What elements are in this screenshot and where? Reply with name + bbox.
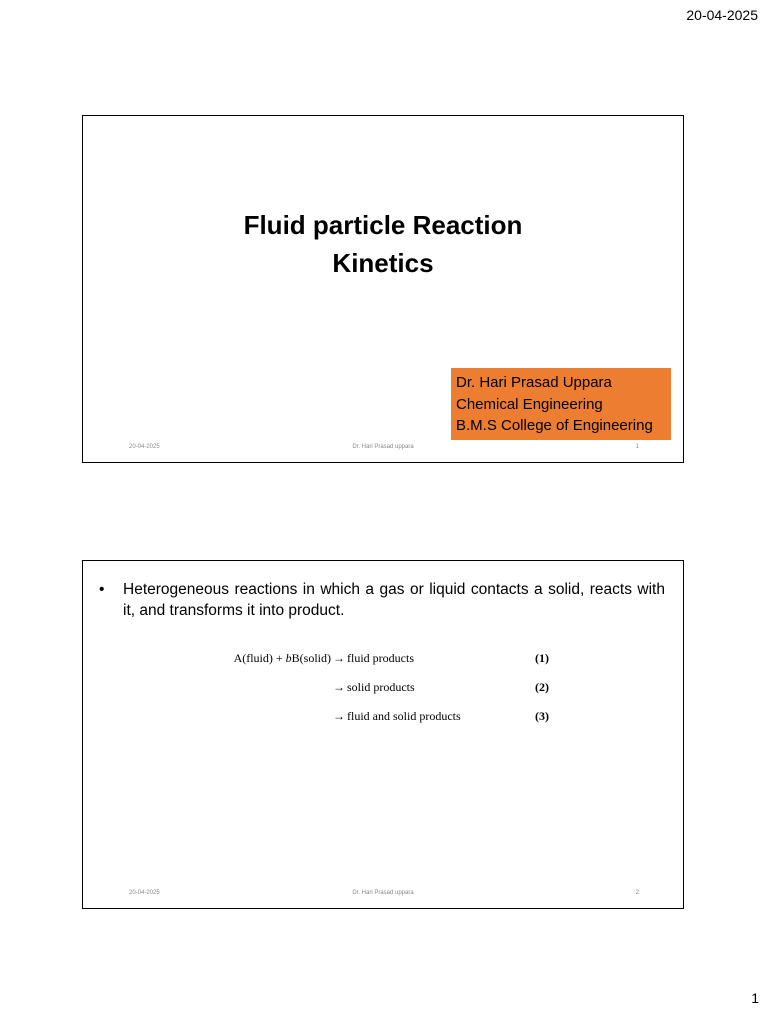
slide-footer	[83, 444, 683, 452]
equation-number: (1)	[535, 651, 549, 665]
equation-number: (2)	[535, 680, 549, 694]
footer-author: Dr. Hari Prasad uppara	[352, 890, 414, 896]
slide-footer	[83, 890, 683, 898]
bullet-dot-icon: •	[99, 581, 105, 598]
footer-slide-number: 1	[635, 444, 639, 450]
bullet-item	[99, 579, 665, 621]
footer-author: Dr. Hari Prasad uppara	[352, 444, 414, 450]
equation-row	[83, 680, 683, 696]
slide-2	[82, 560, 684, 909]
author-college: B.M.S College of Engineering	[456, 417, 653, 434]
equation-product: fluid products	[347, 651, 414, 665]
equation-rhs	[333, 651, 414, 666]
author-department: Chemical Engineering	[456, 395, 603, 413]
equation-rhs	[333, 680, 415, 695]
right-arrow-icon: →	[333, 680, 345, 694]
footer-date: 20-04-2025	[129, 444, 160, 450]
slide-1	[82, 115, 684, 463]
author-name: Dr. Hari Prasad Uppara	[456, 374, 612, 391]
title-line-2: Kinetics	[332, 248, 434, 278]
title-line-1: Fluid particle Reaction	[243, 210, 523, 240]
footer-date: 20-04-2025	[129, 890, 160, 896]
equation-rhs	[333, 709, 461, 724]
author-box	[451, 368, 671, 440]
footer-slide-number: 2	[635, 890, 639, 896]
right-arrow-icon: →	[333, 709, 345, 723]
equation-row	[83, 709, 683, 725]
right-arrow-icon: →	[333, 651, 345, 665]
page-date: 20-04-2025	[686, 7, 758, 23]
equation-number: (3)	[535, 709, 549, 723]
equation-product: solid products	[347, 680, 415, 694]
equation-product: fluid and solid products	[347, 709, 461, 723]
page-number: 1	[751, 990, 759, 1006]
slide-title	[83, 206, 683, 282]
bullet-text: Heterogeneous reactions in which a gas or liquid contacts a solid, reacts with it, and transforms it into product.	[123, 581, 665, 619]
equation-lhs: A(fluid) + bB(solid)	[233, 651, 331, 665]
equation-row	[83, 651, 683, 667]
